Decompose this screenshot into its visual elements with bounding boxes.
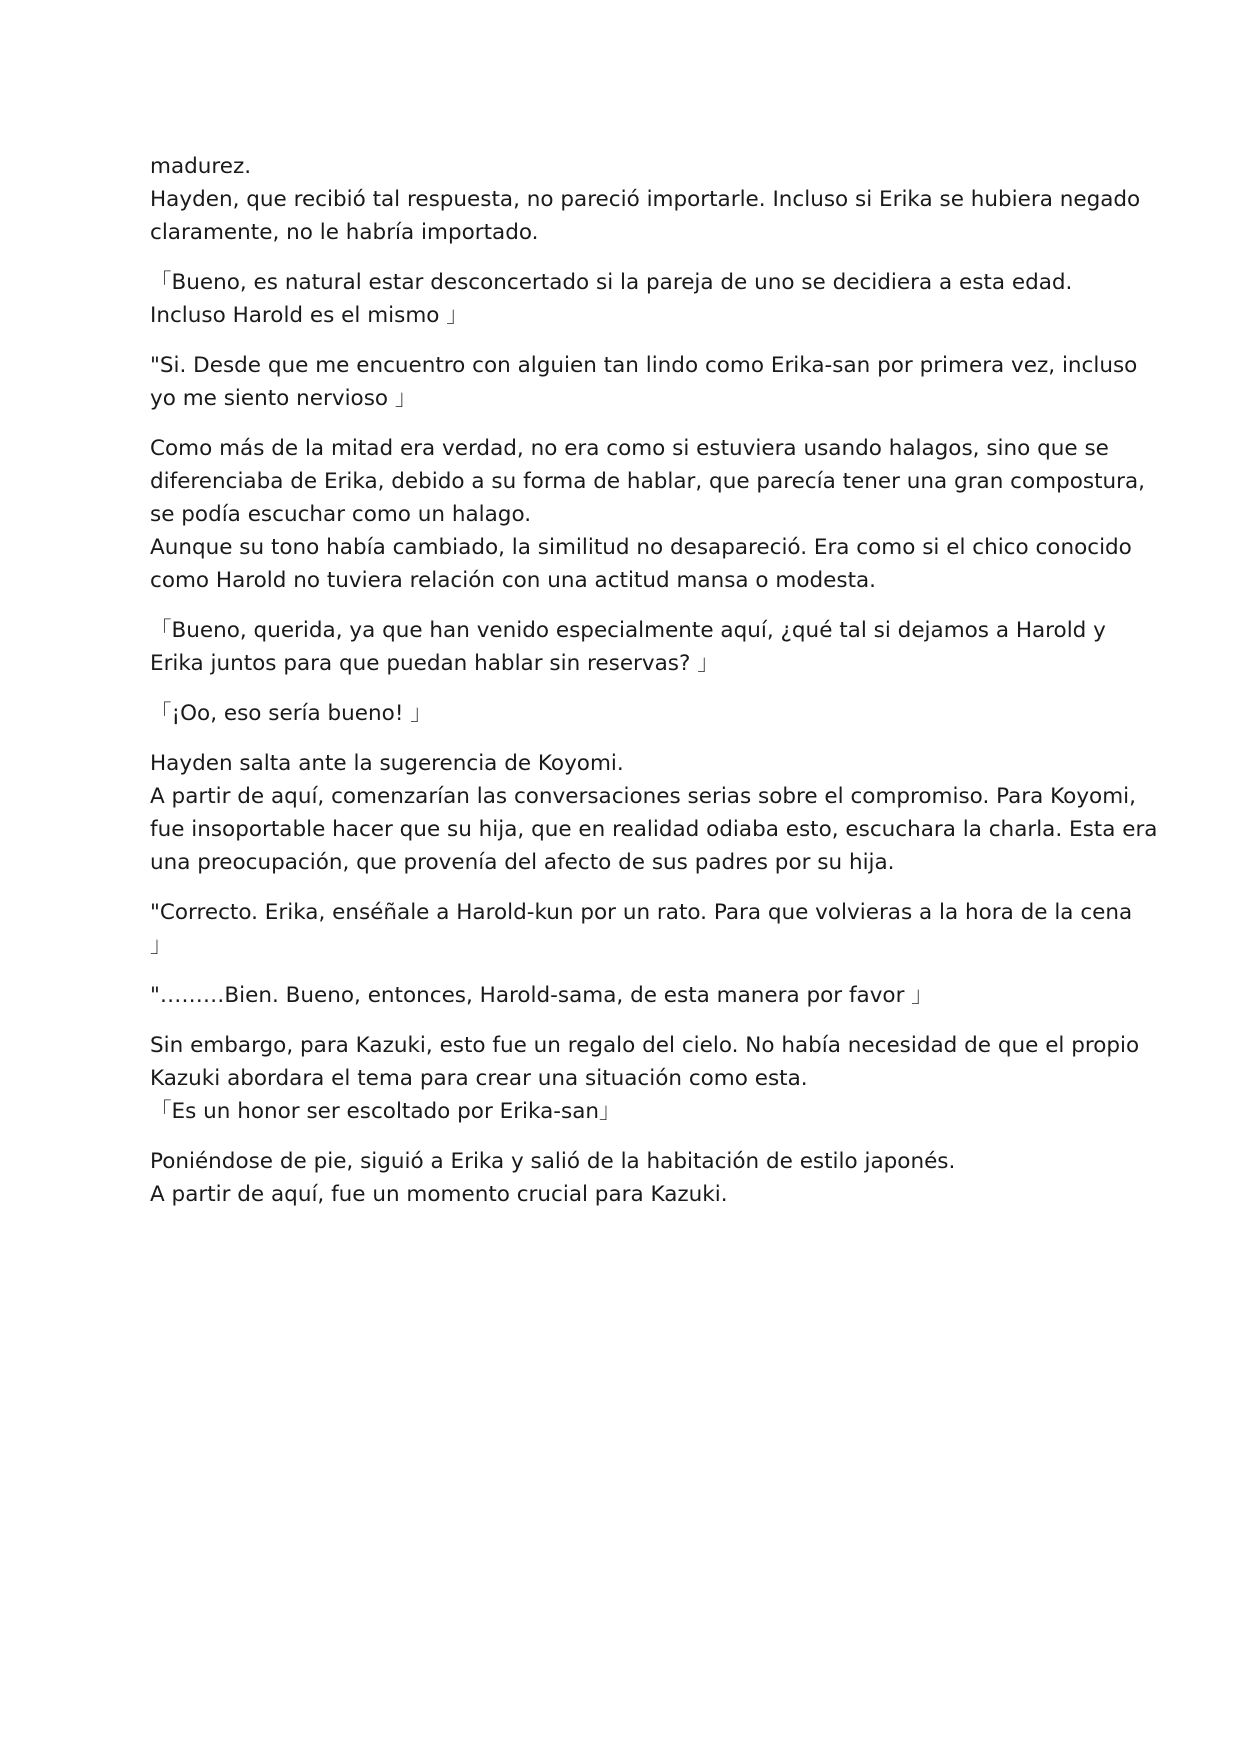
paragraph [150, 150, 1141, 249]
text-line: una preocupación, que provenía del afecto de sus padres por su hija. [150, 850, 895, 875]
paragraph [150, 432, 1145, 597]
text-line: Sin embargo, para Kazuki, esto fue un regalo del cielo. No había necesidad de que el propio [150, 1033, 1140, 1058]
paragraph [150, 266, 1100, 332]
paragraph [150, 1145, 1100, 1211]
text-line: 「¡Oo, eso sería bueno! 」 [150, 701, 432, 726]
text-line: 「Es un honor ser escoltado por Erika-san」 [150, 1099, 621, 1124]
text-line: 」 [150, 933, 172, 958]
text-line: A partir de aquí, fue un momento crucial para Kazuki. [150, 1182, 728, 1207]
text-line: Incluso Harold es el mismo 」 [150, 303, 468, 328]
text-line: "Si. Desde que me encuentro con alguien tan lindo como Erika-san por primera vez, incluso [150, 353, 1138, 378]
text-line: Hayden salta ante la sugerencia de Koyomi. [150, 751, 624, 776]
paragraph [150, 747, 1158, 879]
text-line: "………Bien. Bueno, entonces, Harold-sama, de esta manera por favor 」 [150, 983, 933, 1008]
paragraph [150, 896, 1133, 962]
text-line: como Harold no tuviera relación con una actitud mansa o modesta. [150, 568, 877, 593]
text-line: Como más de la mitad era verdad, no era como si estuviera usando halagos, sino que se [150, 436, 1109, 461]
text-line: Poniéndose de pie, siguió a Erika y salió de la habitación de estilo japonés. [150, 1149, 956, 1174]
text-line: diferenciaba de Erika, debido a su forma de hablar, que parecía tener una gran compostura, [150, 469, 1145, 494]
text-line: Aunque su tono había cambiado, la similitud no desapareció. Era como si el chico conocido [150, 535, 1132, 560]
paragraph [150, 349, 1138, 415]
text-line: A partir de aquí, comenzarían las conversaciones serias sobre el compromiso. Para Koyomi, [150, 784, 1136, 809]
text-line: fue insoportable hacer que su hija, que en realidad odiaba esto, escuchara la charla. Esta era [150, 817, 1158, 842]
paragraph [150, 1029, 1140, 1128]
text-line: yo me siento nervioso 」 [150, 386, 417, 411]
paragraph [150, 697, 1100, 730]
text-line: se podía escuchar como un halago. [150, 502, 532, 527]
text-line: Hayden, que recibió tal respuesta, no pareció importarle. Incluso si Erika se hubiera negado [150, 187, 1141, 212]
text-line: 「Bueno, es natural estar desconcertado si la pareja de uno se decidiera a esta edad. [150, 270, 1073, 295]
paragraph [150, 614, 1106, 680]
paragraph [150, 979, 1100, 1012]
text-line: 「Bueno, querida, ya que han venido especialmente aquí, ¿qué tal si dejamos a Harold y [150, 618, 1106, 643]
text-line: Erika juntos para que puedan hablar sin reservas? 」 [150, 651, 719, 676]
document-page [150, 150, 1158, 1228]
text-line: "Correcto. Erika, enséñale a Harold-kun por un rato. Para que volvieras a la hora de la cena [150, 900, 1133, 925]
text-line: madurez. [150, 154, 252, 179]
text-line: claramente, no le habría importado. [150, 220, 539, 245]
text-line: Kazuki abordara el tema para crear una situación como esta. [150, 1066, 808, 1091]
